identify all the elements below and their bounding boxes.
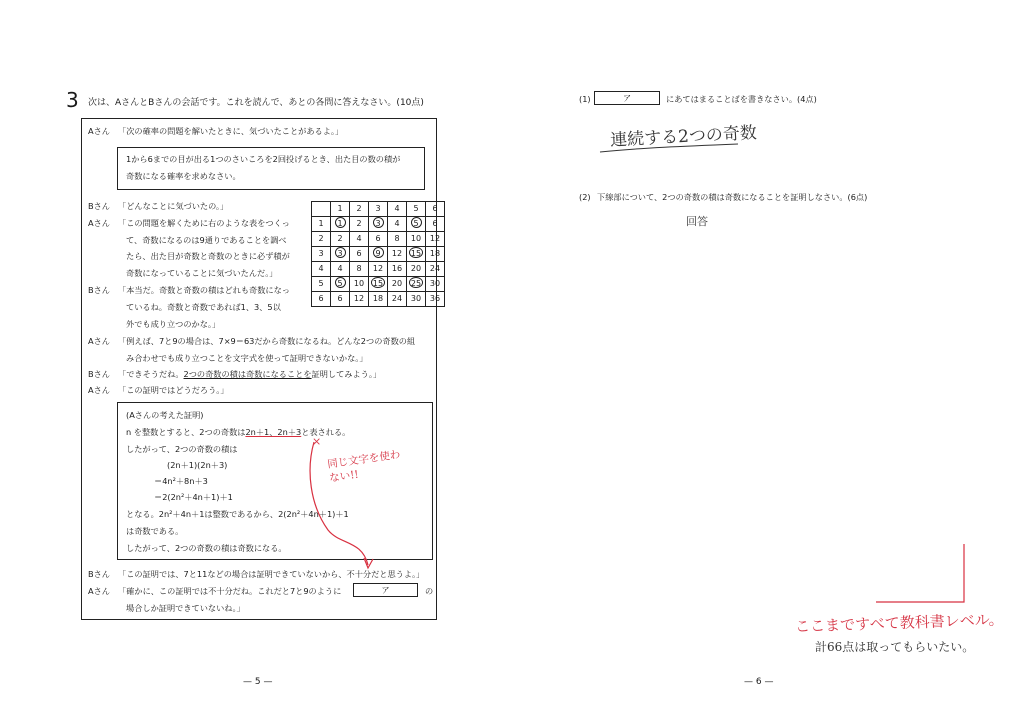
dialogue-line: 「この証明では、7と11などの場合は証明できていないから、不十分だと思うよ。」 bbox=[118, 569, 425, 579]
table-cell: 8 bbox=[350, 262, 369, 277]
table-header-cell: 1 bbox=[331, 202, 350, 217]
table-row-header: 1 bbox=[312, 217, 331, 232]
table-cell: 10 bbox=[350, 277, 369, 292]
dialogue-line: 「次の確率の問題を解いたときに、気づいたことがあるよ。」 bbox=[118, 126, 344, 136]
table-cell: 2 bbox=[350, 217, 369, 232]
dialogue-line: 奇数になっていることに気づいたんだ。」 bbox=[126, 268, 278, 278]
table-cell: 6 bbox=[350, 247, 369, 262]
table-cell-circled: 3 bbox=[369, 217, 388, 232]
table-header-cell: 3 bbox=[369, 202, 388, 217]
table-cell: 16 bbox=[388, 262, 407, 277]
question-number: 3 bbox=[66, 88, 79, 112]
table-cell-circled: 5 bbox=[407, 217, 426, 232]
table-header-cell bbox=[312, 202, 331, 217]
q1-label: (1) bbox=[579, 94, 591, 104]
speaker-label: Aさん bbox=[88, 126, 110, 136]
table-row-header: 6 bbox=[312, 292, 331, 307]
table-header-cell: 4 bbox=[388, 202, 407, 217]
table-cell: 6 bbox=[426, 217, 445, 232]
table-cell: 30 bbox=[407, 292, 426, 307]
dialogue-line: 「この証明ではどうだろう。」 bbox=[118, 385, 229, 395]
proof-line: となる。2n²＋4n＋1は整数であるから、2(2n²＋4n＋1)＋1 bbox=[126, 509, 349, 519]
table-cell-circled: 5 bbox=[331, 277, 350, 292]
red-bracket-mark bbox=[872, 540, 972, 610]
speaker-label: Aさん bbox=[88, 336, 110, 346]
handwritten-underline bbox=[598, 138, 748, 156]
table-cell: 20 bbox=[407, 262, 426, 277]
proof-line: n を整数とすると、2つの奇数は2n＋1、2n＋3と表される。 bbox=[126, 427, 351, 437]
dialogue-line: ているね。奇数と奇数であれば1、3、5以 bbox=[126, 302, 281, 312]
dialogue-line: 「例えば、7と9の場合は、7×9＝63だから奇数になるね。どんな2つの奇数の組 bbox=[118, 336, 416, 346]
table-cell-circled: 3 bbox=[331, 247, 350, 262]
table-cell: 4 bbox=[388, 217, 407, 232]
speaker-label: Aさん bbox=[88, 586, 110, 596]
dialogue-line: の bbox=[425, 586, 434, 596]
table-row-header: 5 bbox=[312, 277, 331, 292]
product-table bbox=[311, 201, 445, 307]
table-row-header: 4 bbox=[312, 262, 331, 277]
table-cell: 30 bbox=[426, 277, 445, 292]
proof-line: (2n＋1)(2n＋3) bbox=[167, 460, 228, 470]
table-cell: 8 bbox=[388, 232, 407, 247]
table-cell: 24 bbox=[388, 292, 407, 307]
speaker-label: Bさん bbox=[88, 369, 110, 379]
proof-line: ＝4n²＋8n＋3 bbox=[154, 476, 208, 486]
red-note: 同じ文字を使わない!! bbox=[326, 448, 402, 485]
table-cell: 12 bbox=[388, 247, 407, 262]
table-row-header: 3 bbox=[312, 247, 331, 262]
table-cell: 18 bbox=[369, 292, 388, 307]
page-number-right: — 6 — bbox=[744, 677, 774, 687]
proof-line: したがって、2つの奇数の積は奇数になる。 bbox=[126, 543, 287, 553]
table-row-header: 2 bbox=[312, 232, 331, 247]
speaker-label: Bさん bbox=[88, 285, 110, 295]
underlined-claim: 2つの奇数の積は奇数になることを bbox=[183, 369, 312, 379]
question-intro: 次は、AさんとBさんの会話です。これを読んで、あとの各問に答えなさい。(10点) bbox=[88, 98, 424, 108]
table-cell-circled: 25 bbox=[407, 277, 426, 292]
table-cell: 6 bbox=[369, 232, 388, 247]
table-cell: 24 bbox=[426, 262, 445, 277]
q2-text: 下線部について、2つの奇数の積は奇数になることを証明しなさい。(6点) bbox=[597, 192, 868, 202]
gray-comment: 計66点は取ってもらいたい。 bbox=[815, 640, 975, 654]
speaker-label: Bさん bbox=[88, 201, 110, 211]
dialogue-line: 「どんなことに気づいたの。」 bbox=[118, 201, 229, 211]
dialogue-line: み合わせでも成り立つことを文字式を使って証明できないかな。」 bbox=[126, 353, 368, 363]
table-cell: 12 bbox=[369, 262, 388, 277]
table-cell: 12 bbox=[426, 232, 445, 247]
table-cell: 6 bbox=[331, 292, 350, 307]
table-cell: 20 bbox=[388, 277, 407, 292]
q2-label: (2) bbox=[579, 192, 591, 202]
problem-line: 奇数になる確率を求めなさい。 bbox=[126, 171, 241, 181]
proof-expression: 2n＋1、2n＋3 bbox=[245, 427, 302, 437]
speaker-label: Bさん bbox=[88, 569, 110, 579]
proof-line: は奇数である。 bbox=[126, 526, 184, 536]
table-header-cell: 2 bbox=[350, 202, 369, 217]
speaker-label: Aさん bbox=[88, 218, 110, 228]
q2-handwritten-answer: 回答 bbox=[686, 215, 708, 228]
red-cross-mark: × bbox=[312, 435, 322, 448]
speaker-label: Aさん bbox=[88, 385, 110, 395]
table-header-cell: 6 bbox=[426, 202, 445, 217]
answer-slot-a: ア bbox=[353, 583, 418, 597]
page-number-left: — 5 — bbox=[243, 677, 273, 687]
dialogue-line: 外でも成り立つのかな。」 bbox=[126, 319, 221, 329]
dialogue-line: て、奇数になるのは9通りであることを調べ bbox=[126, 235, 287, 245]
table-cell: 4 bbox=[331, 262, 350, 277]
problem-line: 1から6までの目が出る1つのさいころを2回投げるとき、出た目の数の積が bbox=[126, 154, 401, 164]
q1-handwritten-answer: 連続する2つの奇数 bbox=[609, 123, 758, 151]
table-cell: 36 bbox=[426, 292, 445, 307]
dialogue-line: 「本当だ。奇数と奇数の積はどれも奇数になっ bbox=[118, 285, 290, 295]
table-cell: 4 bbox=[350, 232, 369, 247]
dialogue-line: 「この問題を解くために右のような表をつくっ bbox=[118, 218, 290, 228]
table-cell: 2 bbox=[331, 232, 350, 247]
proof-line: したがって、2つの奇数の積は bbox=[126, 444, 238, 454]
proof-title: (Aさんの考えた証明) bbox=[126, 410, 204, 420]
proof-line: ＝2(2n²＋4n＋1)＋1 bbox=[154, 492, 233, 502]
table-cell-circled: 1 bbox=[331, 217, 350, 232]
dialogue-line: 場合しか証明できていないね。」 bbox=[126, 603, 245, 613]
table-cell: 12 bbox=[350, 292, 369, 307]
dialogue-line: たら、出た目が奇数と奇数のときに必ず積が bbox=[126, 251, 290, 261]
table-cell: 10 bbox=[407, 232, 426, 247]
q1-answer-slot: ア bbox=[594, 91, 660, 105]
table-cell-circled: 15 bbox=[407, 247, 426, 262]
q1-text: にあてはまることばを書きなさい。(4点) bbox=[666, 94, 817, 104]
dialogue-line: 「できそうだね。2つの奇数の積は奇数になることを証明してみよう。」 bbox=[118, 369, 382, 379]
table-cell-circled: 9 bbox=[369, 247, 388, 262]
dialogue-line: 「確かに、この証明では不十分だね。これだと7と9のように bbox=[118, 586, 342, 596]
table-cell: 18 bbox=[426, 247, 445, 262]
table-cell-circled: 15 bbox=[369, 277, 388, 292]
red-comment: ここまですべて教科書レベル。 bbox=[794, 610, 1004, 636]
table-header-cell: 5 bbox=[407, 202, 426, 217]
